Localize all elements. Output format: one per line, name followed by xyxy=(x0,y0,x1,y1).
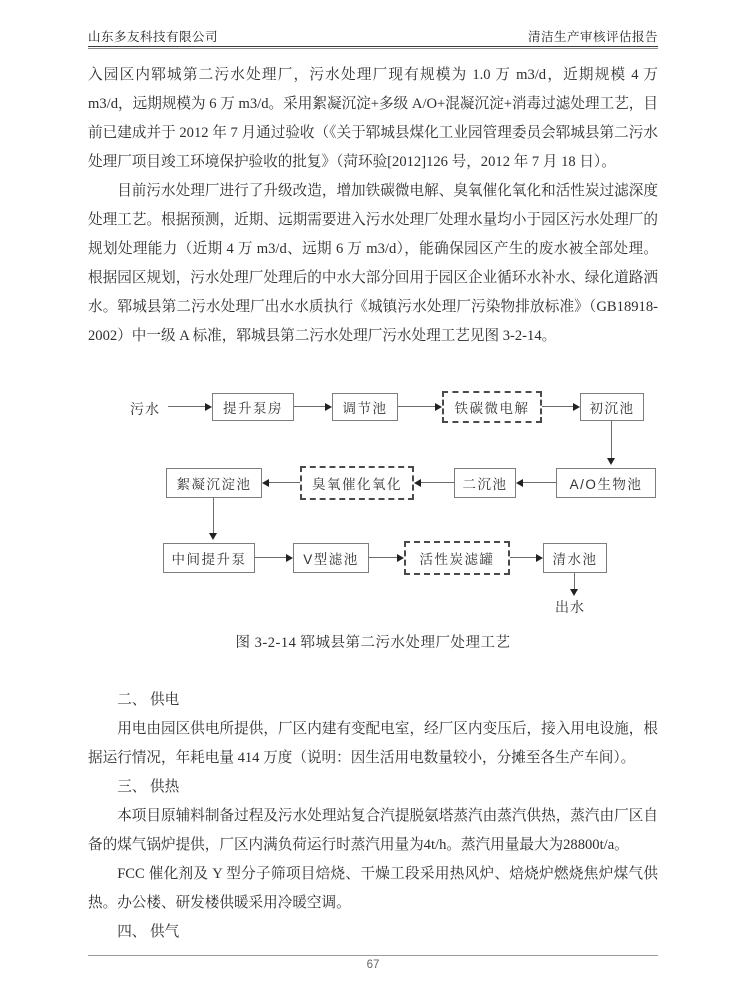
arrow-left-icon xyxy=(414,479,421,487)
header-rule xyxy=(88,46,658,49)
arrow-right-icon xyxy=(573,403,580,411)
flow-node-activated-carbon-filter: 活性炭滤罐 xyxy=(404,541,510,575)
arrow-right-icon xyxy=(536,554,543,562)
arrow-left-icon xyxy=(516,479,523,487)
connector-line xyxy=(255,557,286,558)
connector-line xyxy=(269,482,300,483)
connector-line xyxy=(421,482,454,483)
connector-line xyxy=(168,406,205,407)
flow-node-primary-sedimentation-tank: 初沉池 xyxy=(580,393,644,421)
flow-node-iron-carbon-microelectrolysis: 铁碳微电解 xyxy=(442,391,542,423)
flow-node-v-type-filter: V型滤池 xyxy=(293,543,369,573)
connector-line xyxy=(213,498,214,533)
section-paragraph: 本项目原辅料制备过程及污水处理站复合汽提脱氨塔蒸汽由蒸汽供热，蒸汽由厂区自备的煤气锅炉提供，厂区内满负荷运行时蒸汽用量为4t/h。蒸汽用量最大为28800t/a。 xyxy=(88,808,658,853)
connector-line xyxy=(510,557,536,558)
page-header xyxy=(88,27,658,45)
section-paragraph: 用电由园区供电所提供，厂区内建有变配电室，经厂区内变压后，接入用电设施，根据运行情况，年耗电量 414 万度（说明：因生活用电数量较小，分摊至各生产车间）。 xyxy=(88,721,658,766)
arrow-down-icon xyxy=(570,589,578,596)
footer-rule xyxy=(88,955,658,956)
flow-node-ozone-catalytic-oxidation: 臭氧催化氧化 xyxy=(300,466,414,500)
section-paragraph: FCC 催化剂及 Y 型分子筛项目焙烧、干燥工段采用热风炉、焙烧炉燃烧焦炉煤气供热。办公楼、研发楼供暖采用冷暖空调。 xyxy=(88,866,658,911)
arrow-right-icon xyxy=(397,554,404,562)
section-heading-gas-supply: 四、 供气 xyxy=(117,924,180,940)
connector-line xyxy=(574,573,575,589)
arrow-down-icon xyxy=(209,533,217,540)
connector-line xyxy=(369,557,397,558)
flow-node-lift-pump-house: 提升泵房 xyxy=(212,393,294,421)
flow-node-intermediate-lift-pump: 中间提升泵 xyxy=(163,543,255,573)
connector-line xyxy=(398,406,435,407)
flow-node-secondary-sedimentation-tank: 二沉池 xyxy=(454,468,516,498)
connector-line xyxy=(611,421,612,458)
flow-outlet-label: 出水 xyxy=(555,599,585,615)
section-heading-power-supply: 二、 供电 xyxy=(117,692,180,708)
arrow-left-icon xyxy=(262,479,269,487)
flow-node-ao-bio-tank: A/O生物池 xyxy=(556,468,656,498)
connector-line xyxy=(294,406,325,407)
connector-line xyxy=(542,406,573,407)
connector-line xyxy=(523,482,556,483)
flow-node-flocculation-sedimentation-tank: 絮凝沉淀池 xyxy=(166,468,262,498)
header-report-title: 清洁生产审核评估报告 xyxy=(527,30,658,44)
flow-node-regulating-tank: 调节池 xyxy=(332,393,398,421)
flow-inlet-label: 污水 xyxy=(130,401,160,417)
sections-block xyxy=(88,686,658,947)
arrow-down-icon xyxy=(607,458,615,465)
body-paragraph-2: 目前污水处理厂进行了升级改造，增加铁碳微电解、臭氧催化氧化和活性炭过滤深度处理工艺。根据预测，近期、远期需要进入污水处理厂处理水量均小于园区污水处理厂的规划处理能力（近期 4 万 m3/d、远期 6 万 m3/d），能确保园区产生的废水被全部处理。根据园区规划，污水处理厂处理后的中水大部分回用于园区企业循环水补水、绿化道路洒水。郓城县第二污水处理厂出水水质执行《城镇污水处理厂污染物排放标准》（GB18918-2002）中一级 A 标准，郓城县第二污水处理厂污水处理工艺见图 3-2-14。 xyxy=(88,183,658,344)
header-company-name: 山东多友科技有限公司 xyxy=(88,30,219,44)
arrow-right-icon xyxy=(205,403,212,411)
page-number: 67 xyxy=(366,959,380,971)
figure-caption: 图 3-2-14 郓城县第二污水处理厂处理工艺 xyxy=(235,635,511,651)
arrow-right-icon xyxy=(325,403,332,411)
arrow-right-icon xyxy=(286,554,293,562)
section-heading-heat-supply: 三、 供热 xyxy=(117,779,180,795)
process-flowchart xyxy=(88,385,660,620)
flow-node-clear-water-tank: 清水池 xyxy=(543,543,607,573)
arrow-right-icon xyxy=(435,403,442,411)
body-paragraph-1: 入园区内郓城第二污水处理厂，污水处理厂现有规模为 1.0 万 m3/d，近期规模 4 万 m3/d，远期规模为 6 万 m3/d。采用絮凝沉淀+多级 A/O+混凝沉淀+消毒过滤处理工艺，目前已建成并于 2012 年 7 月通过验收（《关于郓城县煤化工业园管理委员会郓城县第二污水处理厂项目竣工环境保护验收的批复》（菏环验[2012]126 号，2012 年 7 月 18 日）。 xyxy=(88,67,658,170)
